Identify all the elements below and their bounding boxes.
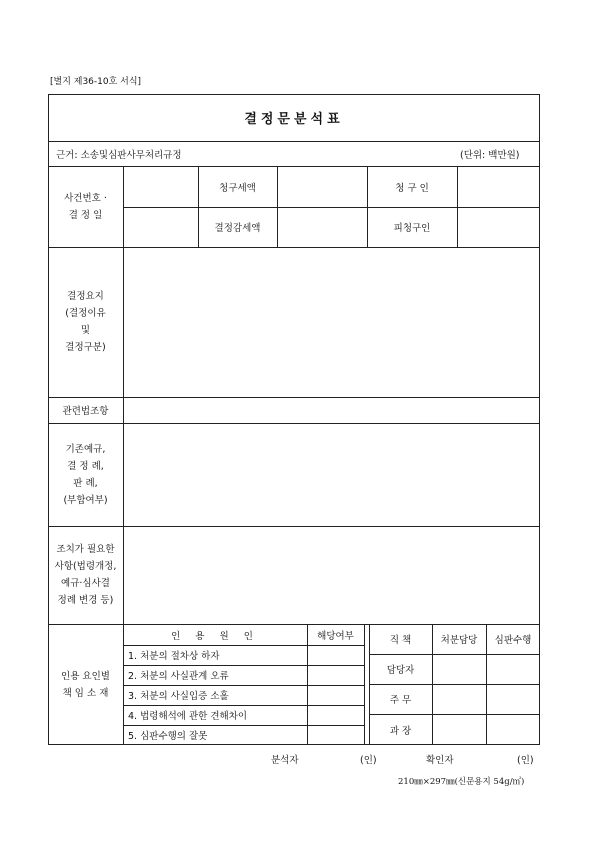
cause-item-3: 3. 처분의 사실입증 소홀 (128, 691, 229, 702)
analyst-seal[interactable]: (인) (360, 755, 377, 766)
decision-summary-line3: 및 (80, 325, 91, 336)
cause-header: 인 용 원 인 (171, 630, 259, 642)
reduced-amount-field[interactable] (278, 208, 366, 246)
respondent-label: 피청구인 (393, 223, 431, 234)
cause-item-2: 2. 처분의 사실관계 오류 (128, 671, 229, 682)
applicable-check-2[interactable] (308, 666, 363, 684)
decision-summary-field[interactable] (124, 248, 539, 396)
applicable-check-3[interactable] (308, 686, 363, 704)
decision-summary-label (48, 247, 123, 397)
claimant-field[interactable] (458, 167, 539, 206)
cause-item-4: 4. 법령해석에 관한 견해차이 (128, 711, 248, 722)
position-chief: 주 무 (389, 695, 412, 706)
case-number-field[interactable] (124, 167, 197, 206)
confirmer-label: 확인자 (426, 755, 454, 766)
disposition-header: 처분담당 (440, 635, 478, 646)
case-label (48, 166, 123, 247)
decision-summary-line4: 결정구분) (65, 342, 106, 353)
precedents-line4: (부합여부) (63, 494, 108, 506)
applicable-check-1[interactable] (308, 646, 363, 664)
sign-disposition-staff[interactable] (433, 655, 485, 683)
sign-trial-staff[interactable] (487, 655, 539, 683)
paper-spec: 210㎜×297㎜(신문용지 54g/㎡) (398, 777, 525, 787)
claimant-label: 청 구 인 (395, 182, 429, 194)
applicable-header: 해당여부 (317, 630, 354, 642)
responsibility-line1: 인용 요인별 (61, 670, 110, 682)
case-label-line1: 사건번호 · (64, 192, 107, 204)
action-required-field[interactable] (124, 527, 539, 623)
precedents-label (48, 423, 123, 526)
cause-item-1: 1. 처분의 절차상 하자 (128, 651, 220, 662)
decision-date-field[interactable] (124, 208, 197, 246)
position-manager: 과 장 (389, 725, 412, 737)
precedents-line1: 기존예규, (65, 443, 106, 455)
sign-trial-manager[interactable] (487, 715, 539, 744)
sign-disposition-chief[interactable] (433, 685, 485, 713)
action-label-line3: 예규·심사결 (61, 578, 110, 589)
related-laws-field[interactable] (124, 398, 539, 422)
claim-amount-label: 청구세액 (219, 182, 256, 194)
applicable-check-5[interactable] (308, 726, 363, 744)
applicable-check-4[interactable] (308, 706, 363, 724)
decision-summary-line1: 결정요지 (67, 291, 104, 302)
basis-text: 근거: 소송및심판사무처리규정 (56, 149, 182, 161)
action-label-line1: 조치가 필요한 (56, 544, 115, 555)
respondent-field[interactable] (458, 208, 539, 246)
precedents-line2: 결 정 례, (67, 460, 104, 472)
sign-trial-chief[interactable] (487, 685, 539, 713)
decision-summary-line2: (결정이유 (65, 308, 106, 319)
position-staff: 담당자 (386, 665, 415, 676)
trial-header: 심판수행 (494, 635, 532, 646)
related-laws-label: 관련법조항 (62, 406, 109, 417)
case-label-line2: 결 정 일 (68, 209, 103, 221)
sign-disposition-manager[interactable] (433, 715, 485, 744)
form-number-label: [별지 제36-10호 서식] (50, 77, 142, 87)
analyst-label: 분석자 (271, 755, 299, 766)
unit-text: (단위: 백만원) (460, 149, 520, 161)
confirmer-seal[interactable]: (인) (517, 755, 534, 766)
responsibility-label (48, 624, 123, 745)
cause-item-5: 5. 심판수행의 잘못 (128, 731, 208, 742)
action-label-line2: 사항(법령개정, (54, 561, 117, 572)
claim-amount-field[interactable] (278, 167, 366, 206)
precedents-field[interactable] (124, 424, 539, 525)
position-header: 직 책 (389, 635, 412, 646)
document-title: 결정문분석표 (244, 112, 344, 127)
reduced-amount-label: 결정감세액 (214, 223, 261, 234)
responsibility-line2: 책 임 소 재 (62, 687, 109, 699)
action-label-line4: 정례 변경 등) (57, 595, 114, 606)
precedents-line3: 판 례, (73, 477, 98, 489)
action-required-label (48, 526, 123, 624)
